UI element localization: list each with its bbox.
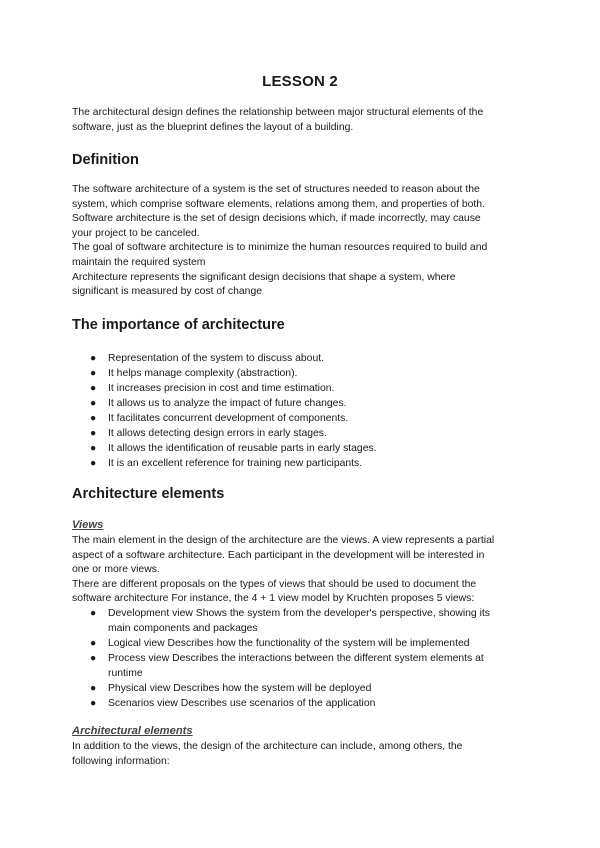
bullet-icon: ●	[90, 353, 97, 364]
bullet-icon: ●	[90, 398, 97, 409]
intro-line: software, just as the blueprint defines the layout of a building.	[72, 121, 354, 133]
definition-line: your project to be canceled.	[72, 227, 200, 239]
architectural-line: In addition to the views, the design of the architecture can include, among others, the	[72, 741, 463, 752]
definition-line: The goal of software architecture is to minimize the human resources required to build and	[72, 242, 488, 254]
views-line: one or more views.	[72, 564, 160, 576]
bullet-icon: ●	[90, 653, 97, 664]
intro-paragraph	[72, 106, 530, 135]
views-line: There are different proposals on the types of views that should be used to document the	[72, 578, 477, 590]
definition-line: Architecture represents the significant design decisions that shape a system, where	[72, 271, 456, 283]
document-page: LESSON 2 The architectural design defines the relationship between major structural elements of the software, just as the blueprint defines the layout of a building. Definition The software architecture of a system is the set of structures needed to reason about the system, which comprise software elements, relations among them, and properties of both. Software architecture is the set of design decisions which, if made incorrectly, may cause your project to be canceled. The goal of software architecture is to minimize the human resources required to build and maintain the required system Architecture represents the significant design decisions that shape a system, where significant is measured by cost of change The importance of architecture ● Representation of the system to discuss about. ● It helps manage complexity (abstraction). ● It increases precision in cost and time estimation. ● It allows us to analyze the impact of future changes. ● It facilitates concurrent development of components. ● It allows detecting design errors in early stages. ● It allows the identification of reusable parts in early stages. ● It is an excellent reference for training new participants. Architecture elements Views The main element in the design of the architecture are the views. A view represents a partial aspect of a software architecture. Each participant in the development will be interested in one or more views. There are different proposals on the types of views that should be used to document the software architecture For instance, the 4 + 1 view model by Kruchten proposes 5 views: ● Development view Shows the system from the developer's perspective, showing its main components and packages ● Logical view Describes how the functionality of the system will be implemented ● Process view Describes the interactions between the different system elements at runtime ● Physical view Describes how the system will be deployed ● Scenarios view Describes use scenarios of the application Architectural elements In addition to the views, the design of the architecture can include, among others, the following information:	[0, 0, 600, 848]
bullet-icon: ●	[90, 368, 97, 379]
definition-line: maintain the required system	[72, 256, 206, 268]
bullet-icon: ●	[90, 698, 97, 709]
architectural-elements-paragraph	[72, 740, 530, 769]
page-title: LESSON 2	[262, 73, 338, 90]
elements-heading: Architecture elements	[72, 486, 225, 502]
definition-paragraph	[72, 183, 530, 300]
views-line: software architecture For instance, the 4 + 1 view model by Kruchten proposes 5 views:	[72, 593, 475, 605]
bullet-icon: ●	[90, 428, 97, 439]
definition-line: Software architecture is the set of design decisions which, if made incorrectly, may cause	[72, 213, 481, 225]
bullet-icon: ●	[90, 683, 97, 694]
architectural-line: following information:	[72, 755, 170, 767]
definition-heading: Definition	[72, 152, 139, 168]
definition-line: The software architecture of a system is the set of structures needed to reason about the	[72, 184, 480, 195]
bullet-icon: ●	[90, 383, 97, 394]
architectural-elements-subheading: Architectural elements	[72, 725, 193, 737]
views-subheading: Views	[72, 519, 104, 531]
definition-line: significant is measured by cost of change	[72, 286, 263, 298]
views-paragraph	[72, 534, 530, 607]
views-line: aspect of a software architecture. Each participant in the development will be interested in	[72, 549, 485, 561]
bullet-icon: ●	[90, 458, 97, 469]
importance-heading: The importance of architecture	[72, 317, 285, 333]
definition-line: system, which comprise software elements, relations among them, and properties of both.	[72, 198, 485, 210]
bullet-icon: ●	[90, 608, 97, 619]
intro-line: The architectural design defines the relationship between major structural elements of the	[72, 107, 484, 118]
bullet-icon: ●	[90, 443, 97, 454]
views-line: The main element in the design of the architecture are the views. A view represents a partial	[72, 535, 495, 546]
bullet-icon: ●	[90, 413, 97, 424]
bullet-icon: ●	[90, 638, 97, 649]
